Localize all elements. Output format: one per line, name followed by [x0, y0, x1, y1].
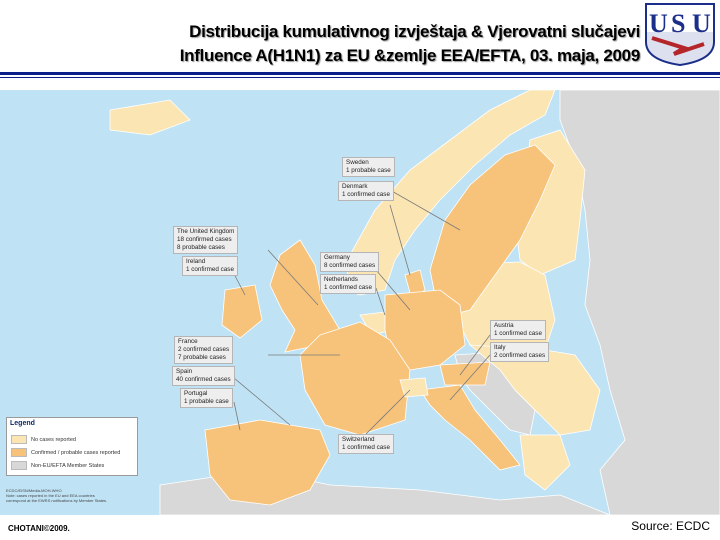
- label-denmark: [338, 181, 394, 201]
- legend-label-no-cases: No cases reported: [31, 436, 76, 443]
- label-austria-line-2: 1 confirmed case: [494, 330, 542, 337]
- label-uk: [173, 226, 238, 254]
- switzerland-region: [400, 378, 428, 397]
- label-france-line-2: 2 confirmed cases: [178, 346, 230, 353]
- label-austria: [490, 320, 546, 340]
- label-denmark-line-1: Denmark: [342, 183, 368, 190]
- logo-letter-3: U: [692, 9, 711, 38]
- austria-region: [440, 362, 490, 385]
- legend-note-line-2: Note: cases reported in the EU and EEA countries: [6, 493, 95, 498]
- label-spain-line-1: Spain: [176, 368, 193, 375]
- legend-note: [6, 488, 136, 503]
- map-legend: [6, 417, 138, 476]
- copyright: CHOTANI©2009.: [8, 524, 70, 533]
- label-france-line-3: 7 probable cases: [178, 354, 226, 361]
- label-spain-line-2: 40 confirmed cases: [176, 376, 231, 383]
- title-line-1: Distribucija kumulativnog izvještaja & Vjerovatni slučajevi: [189, 22, 640, 41]
- label-italy-line-1: Italy: [494, 344, 506, 351]
- label-italy-line-2: 2 confirmed cases: [494, 352, 546, 359]
- legend-label-confirmed: Confirmed / probable cases reported: [31, 449, 121, 456]
- label-ireland: [182, 256, 238, 276]
- header-rule: [0, 72, 720, 75]
- legend-title: Legend: [10, 420, 35, 427]
- label-uk-line-1: The United Kingdom: [177, 228, 235, 235]
- logo-letter-1: U: [649, 9, 668, 38]
- label-portugal-line-1: Portugal: [184, 390, 208, 397]
- legend-note-line-3: correspond at the EWRS notifications by Member States.: [6, 498, 108, 503]
- label-portugal-line-2: 1 probable case: [184, 398, 229, 405]
- legend-item-confirmed: [11, 448, 120, 457]
- legend-item-non-eu: [11, 461, 104, 470]
- label-austria-line-1: Austria: [494, 322, 514, 329]
- university-logo: [644, 2, 716, 66]
- label-sweden: [342, 157, 395, 177]
- label-germany-line-1: Germany: [324, 254, 350, 261]
- header-rule-thin: [0, 77, 720, 78]
- logo-letter-2: S: [671, 9, 686, 38]
- label-portugal: [180, 388, 233, 408]
- label-germany: [320, 252, 379, 272]
- label-uk-line-3: 8 probable cases: [177, 244, 225, 251]
- legend-swatch-non-eu: [11, 461, 27, 470]
- label-switzerland-line-2: 1 confirmed case: [342, 444, 390, 451]
- label-germany-line-2: 8 confirmed cases: [324, 262, 376, 269]
- title-line-2: Influence A(H1N1) za EU &zemlje EEA/EFTA, 03. maja, 2009: [179, 46, 640, 65]
- label-uk-line-2: 18 confirmed cases: [177, 236, 232, 243]
- legend-item-no-cases: [11, 435, 76, 444]
- legend-swatch-no-cases: [11, 435, 27, 444]
- source-credit: Source: ECDC: [631, 519, 710, 533]
- label-sweden-line-2: 1 probable case: [346, 167, 391, 174]
- legend-label-non-eu: Non-EU/EFTA Member States: [31, 462, 105, 469]
- label-denmark-line-2: 1 confirmed case: [342, 191, 390, 198]
- label-sweden-line-1: Sweden: [346, 159, 369, 166]
- label-netherlands-line-2: 1 confirmed case: [324, 284, 372, 291]
- page-title: [20, 20, 640, 68]
- legend-note-line-1: ECDC/EISN/Media-MOH-WHO: [6, 488, 62, 493]
- label-italy: [490, 342, 549, 362]
- label-spain: [172, 366, 235, 386]
- label-netherlands: [320, 274, 376, 294]
- label-ireland-line-1: Ireland: [186, 258, 206, 265]
- label-netherlands-line-1: Netherlands: [324, 276, 358, 283]
- label-switzerland: [338, 434, 394, 454]
- label-france-line-1: France: [178, 338, 198, 345]
- label-switzerland-line-1: Switzerland: [342, 436, 375, 443]
- label-ireland-line-2: 1 confirmed case: [186, 266, 234, 273]
- legend-swatch-confirmed: [11, 448, 27, 457]
- label-france: [174, 336, 233, 364]
